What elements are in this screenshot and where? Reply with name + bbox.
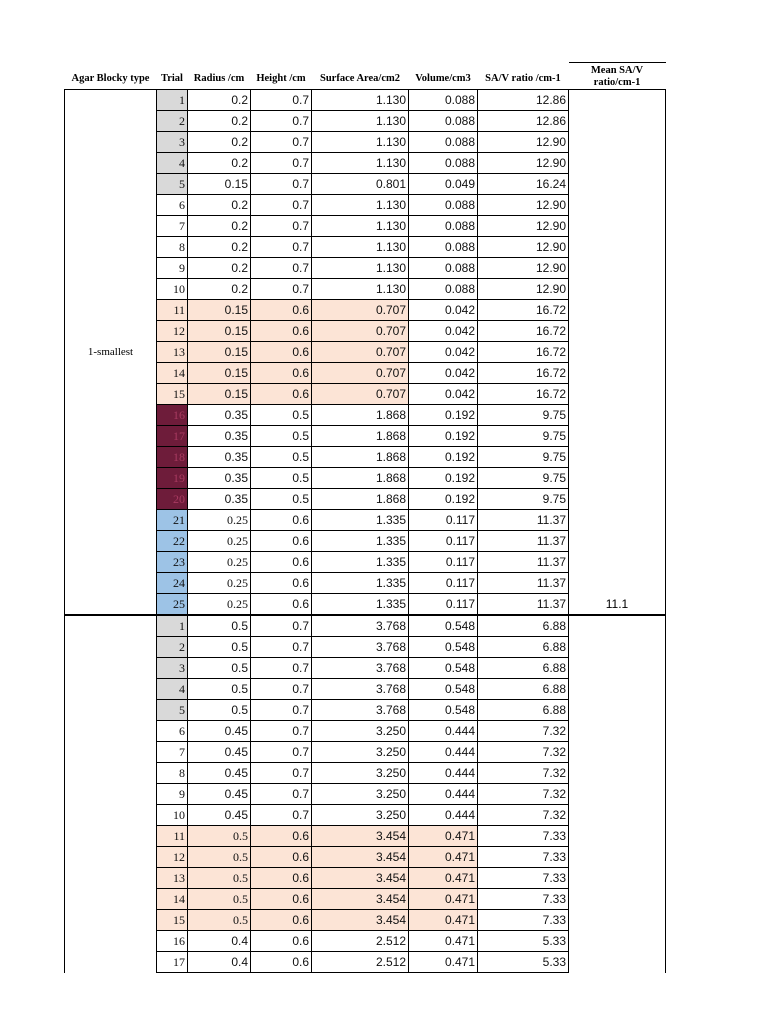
sa-v-ratio-cell: 11.37 — [478, 552, 569, 573]
height-cell: 0.7 — [251, 784, 312, 805]
volume-cell: 0.548 — [409, 679, 478, 700]
height-cell: 0.7 — [251, 742, 312, 763]
volume-cell: 0.444 — [409, 805, 478, 826]
trial-cell: 25 — [157, 594, 188, 616]
sa-v-ratio-cell: 12.90 — [478, 216, 569, 237]
sa-v-ratio-cell: 12.90 — [478, 279, 569, 300]
header-mean-line2: ratio/cm-1 — [593, 77, 641, 88]
header-ratio: SA/V ratio /cm-1 — [478, 63, 569, 90]
height-cell: 0.7 — [251, 679, 312, 700]
header-type: Agar Blocky type — [65, 63, 157, 90]
volume-cell: 0.088 — [409, 111, 478, 132]
height-cell: 0.6 — [251, 342, 312, 363]
volume-cell: 0.042 — [409, 300, 478, 321]
radius-cell: 0.25 — [188, 573, 251, 594]
sa-v-ratio-cell: 7.32 — [478, 721, 569, 742]
radius-cell: 0.2 — [188, 90, 251, 111]
surface-area-cell: 1.130 — [312, 90, 409, 111]
surface-area-cell: 1.130 — [312, 279, 409, 300]
volume-cell: 0.192 — [409, 447, 478, 468]
radius-cell: 0.15 — [188, 384, 251, 405]
surface-area-cell: 3.768 — [312, 679, 409, 700]
height-cell: 0.6 — [251, 552, 312, 573]
volume-cell: 0.471 — [409, 826, 478, 847]
radius-cell: 0.35 — [188, 426, 251, 447]
height-cell: 0.6 — [251, 363, 312, 384]
sa-v-ratio-cell: 11.37 — [478, 573, 569, 594]
height-cell: 0.6 — [251, 889, 312, 910]
volume-cell: 0.088 — [409, 90, 478, 111]
volume-cell: 0.548 — [409, 637, 478, 658]
trial-cell: 13 — [157, 868, 188, 889]
sa-v-ratio-cell: 11.37 — [478, 531, 569, 552]
surface-area-cell: 1.868 — [312, 489, 409, 510]
trial-cell: 12 — [157, 847, 188, 868]
trial-cell: 9 — [157, 784, 188, 805]
sa-v-ratio-cell: 7.33 — [478, 910, 569, 931]
volume-cell: 0.088 — [409, 132, 478, 153]
trial-cell: 3 — [157, 658, 188, 679]
trial-cell: 14 — [157, 889, 188, 910]
volume-cell: 0.548 — [409, 700, 478, 721]
radius-cell: 0.5 — [188, 868, 251, 889]
trial-cell: 8 — [157, 763, 188, 784]
surface-area-cell: 1.335 — [312, 510, 409, 531]
radius-cell: 0.4 — [188, 931, 251, 952]
volume-cell: 0.444 — [409, 721, 478, 742]
height-cell: 0.7 — [251, 174, 312, 195]
agar-block-table — [64, 62, 666, 973]
trial-cell: 3 — [157, 132, 188, 153]
sa-v-ratio-cell: 12.90 — [478, 195, 569, 216]
radius-cell: 0.15 — [188, 300, 251, 321]
mean-ratio-cell — [569, 615, 666, 973]
radius-cell: 0.35 — [188, 489, 251, 510]
sa-v-ratio-cell: 9.75 — [478, 426, 569, 447]
surface-area-cell: 1.130 — [312, 132, 409, 153]
volume-cell: 0.192 — [409, 405, 478, 426]
sa-v-ratio-cell: 12.86 — [478, 90, 569, 111]
height-cell: 0.5 — [251, 405, 312, 426]
sa-v-ratio-cell: 16.72 — [478, 384, 569, 405]
header-surface-area: Surface Area/cm2 — [312, 63, 409, 90]
volume-cell: 0.042 — [409, 384, 478, 405]
volume-cell: 0.088 — [409, 216, 478, 237]
trial-cell: 5 — [157, 174, 188, 195]
sa-v-ratio-cell: 7.33 — [478, 868, 569, 889]
trial-cell: 1 — [157, 90, 188, 111]
radius-cell: 0.45 — [188, 784, 251, 805]
sa-v-ratio-cell: 12.90 — [478, 258, 569, 279]
volume-cell: 0.117 — [409, 573, 478, 594]
volume-cell: 0.088 — [409, 237, 478, 258]
volume-cell: 0.444 — [409, 784, 478, 805]
sa-v-ratio-cell: 9.75 — [478, 447, 569, 468]
radius-cell: 0.5 — [188, 615, 251, 637]
surface-area-cell: 3.250 — [312, 763, 409, 784]
radius-cell: 0.2 — [188, 258, 251, 279]
trial-cell: 10 — [157, 805, 188, 826]
sa-v-ratio-cell: 16.72 — [478, 321, 569, 342]
surface-area-cell: 3.768 — [312, 658, 409, 679]
height-cell: 0.6 — [251, 952, 312, 973]
height-cell: 0.7 — [251, 216, 312, 237]
sa-v-ratio-cell: 12.86 — [478, 111, 569, 132]
radius-cell: 0.5 — [188, 700, 251, 721]
height-cell: 0.7 — [251, 153, 312, 174]
height-cell: 0.7 — [251, 805, 312, 826]
volume-cell: 0.117 — [409, 531, 478, 552]
height-cell: 0.6 — [251, 321, 312, 342]
trial-cell: 18 — [157, 447, 188, 468]
surface-area-cell: 2.512 — [312, 952, 409, 973]
trial-cell: 15 — [157, 910, 188, 931]
volume-cell: 0.192 — [409, 489, 478, 510]
radius-cell: 0.5 — [188, 637, 251, 658]
volume-cell: 0.471 — [409, 889, 478, 910]
volume-cell: 0.471 — [409, 847, 478, 868]
trial-cell: 17 — [157, 426, 188, 447]
table-row — [65, 90, 666, 111]
trial-cell: 2 — [157, 111, 188, 132]
surface-area-cell: 0.707 — [312, 342, 409, 363]
trial-cell: 24 — [157, 573, 188, 594]
height-cell: 0.6 — [251, 868, 312, 889]
height-cell: 0.5 — [251, 447, 312, 468]
trial-cell: 17 — [157, 952, 188, 973]
trial-cell: 15 — [157, 384, 188, 405]
height-cell: 0.7 — [251, 132, 312, 153]
surface-area-cell: 3.768 — [312, 700, 409, 721]
height-cell: 0.6 — [251, 594, 312, 616]
height-cell: 0.6 — [251, 931, 312, 952]
height-cell: 0.5 — [251, 426, 312, 447]
sa-v-ratio-cell: 7.33 — [478, 847, 569, 868]
radius-cell: 0.15 — [188, 363, 251, 384]
height-cell: 0.5 — [251, 468, 312, 489]
trial-cell: 2 — [157, 637, 188, 658]
trial-cell: 1 — [157, 615, 188, 637]
sa-v-ratio-cell: 16.72 — [478, 300, 569, 321]
volume-cell: 0.088 — [409, 153, 478, 174]
trial-cell: 16 — [157, 405, 188, 426]
sa-v-ratio-cell: 6.88 — [478, 615, 569, 637]
volume-cell: 0.471 — [409, 931, 478, 952]
radius-cell: 0.2 — [188, 279, 251, 300]
trial-cell: 11 — [157, 826, 188, 847]
sa-v-ratio-cell: 12.90 — [478, 132, 569, 153]
height-cell: 0.6 — [251, 826, 312, 847]
radius-cell: 0.2 — [188, 195, 251, 216]
trial-cell: 22 — [157, 531, 188, 552]
radius-cell: 0.2 — [188, 237, 251, 258]
surface-area-cell: 0.707 — [312, 363, 409, 384]
surface-area-cell: 1.335 — [312, 552, 409, 573]
sa-v-ratio-cell: 6.88 — [478, 637, 569, 658]
surface-area-cell: 0.707 — [312, 384, 409, 405]
volume-cell: 0.192 — [409, 426, 478, 447]
radius-cell: 0.5 — [188, 658, 251, 679]
surface-area-cell: 1.868 — [312, 468, 409, 489]
trial-cell: 4 — [157, 679, 188, 700]
surface-area-cell: 3.454 — [312, 868, 409, 889]
volume-cell: 0.042 — [409, 321, 478, 342]
volume-cell: 0.049 — [409, 174, 478, 195]
sa-v-ratio-cell: 7.33 — [478, 826, 569, 847]
volume-cell: 0.088 — [409, 258, 478, 279]
trial-cell: 21 — [157, 510, 188, 531]
height-cell: 0.7 — [251, 700, 312, 721]
surface-area-cell: 1.868 — [312, 405, 409, 426]
trial-cell: 11 — [157, 300, 188, 321]
header-row — [65, 63, 666, 90]
sa-v-ratio-cell: 6.88 — [478, 658, 569, 679]
trial-cell: 7 — [157, 216, 188, 237]
surface-area-cell: 1.130 — [312, 153, 409, 174]
sa-v-ratio-cell: 5.33 — [478, 952, 569, 973]
radius-cell: 0.35 — [188, 468, 251, 489]
radius-cell: 0.2 — [188, 216, 251, 237]
surface-area-cell: 3.250 — [312, 805, 409, 826]
sa-v-ratio-cell: 16.72 — [478, 342, 569, 363]
surface-area-cell: 1.130 — [312, 258, 409, 279]
radius-cell: 0.35 — [188, 405, 251, 426]
trial-cell: 5 — [157, 700, 188, 721]
surface-area-cell: 1.868 — [312, 447, 409, 468]
radius-cell: 0.4 — [188, 952, 251, 973]
radius-cell: 0.45 — [188, 805, 251, 826]
volume-cell: 0.548 — [409, 615, 478, 637]
trial-cell: 10 — [157, 279, 188, 300]
height-cell: 0.7 — [251, 658, 312, 679]
surface-area-cell: 3.454 — [312, 910, 409, 931]
height-cell: 0.6 — [251, 531, 312, 552]
sa-v-ratio-cell: 7.33 — [478, 889, 569, 910]
trial-cell: 20 — [157, 489, 188, 510]
radius-cell: 0.15 — [188, 342, 251, 363]
radius-cell: 0.5 — [188, 679, 251, 700]
height-cell: 0.7 — [251, 615, 312, 637]
sa-v-ratio-cell: 16.24 — [478, 174, 569, 195]
surface-area-cell: 3.250 — [312, 721, 409, 742]
radius-cell: 0.15 — [188, 174, 251, 195]
volume-cell: 0.471 — [409, 868, 478, 889]
surface-area-cell: 3.250 — [312, 784, 409, 805]
surface-area-cell: 1.868 — [312, 426, 409, 447]
radius-cell: 0.2 — [188, 153, 251, 174]
radius-cell: 0.2 — [188, 111, 251, 132]
volume-cell: 0.471 — [409, 910, 478, 931]
sa-v-ratio-cell: 7.32 — [478, 784, 569, 805]
trial-cell: 4 — [157, 153, 188, 174]
trial-cell: 12 — [157, 321, 188, 342]
height-cell: 0.7 — [251, 90, 312, 111]
radius-cell: 0.25 — [188, 594, 251, 616]
sa-v-ratio-cell: 9.75 — [478, 405, 569, 426]
volume-cell: 0.471 — [409, 952, 478, 973]
height-cell: 0.6 — [251, 910, 312, 931]
trial-cell: 7 — [157, 742, 188, 763]
volume-cell: 0.117 — [409, 594, 478, 616]
trial-cell: 14 — [157, 363, 188, 384]
sa-v-ratio-cell: 9.75 — [478, 489, 569, 510]
block-type-cell: 1-smallest — [65, 90, 157, 616]
surface-area-cell: 0.801 — [312, 174, 409, 195]
radius-cell: 0.25 — [188, 510, 251, 531]
height-cell: 0.7 — [251, 258, 312, 279]
radius-cell: 0.45 — [188, 763, 251, 784]
radius-cell: 0.25 — [188, 552, 251, 573]
mean-ratio-cell: 11.1 — [569, 90, 666, 616]
trial-cell: 9 — [157, 258, 188, 279]
radius-cell: 0.2 — [188, 132, 251, 153]
header-trial: Trial — [157, 63, 188, 90]
surface-area-cell: 0.707 — [312, 321, 409, 342]
table-row — [65, 615, 666, 637]
height-cell: 0.7 — [251, 195, 312, 216]
spreadsheet — [64, 62, 666, 973]
surface-area-cell: 1.130 — [312, 216, 409, 237]
header-radius: Radius /cm — [188, 63, 251, 90]
height-cell: 0.7 — [251, 279, 312, 300]
header-mean-line1: Mean SA/V — [590, 65, 644, 76]
volume-cell: 0.042 — [409, 342, 478, 363]
height-cell: 0.7 — [251, 763, 312, 784]
surface-area-cell: 3.454 — [312, 847, 409, 868]
sa-v-ratio-cell: 11.37 — [478, 594, 569, 616]
sa-v-ratio-cell: 5.33 — [478, 931, 569, 952]
sa-v-ratio-cell: 6.88 — [478, 679, 569, 700]
height-cell: 0.7 — [251, 721, 312, 742]
trial-cell: 19 — [157, 468, 188, 489]
height-cell: 0.7 — [251, 637, 312, 658]
height-cell: 0.6 — [251, 847, 312, 868]
radius-cell: 0.5 — [188, 910, 251, 931]
surface-area-cell: 1.130 — [312, 237, 409, 258]
surface-area-cell: 1.130 — [312, 111, 409, 132]
volume-cell: 0.088 — [409, 279, 478, 300]
radius-cell: 0.25 — [188, 531, 251, 552]
trial-cell: 8 — [157, 237, 188, 258]
radius-cell: 0.45 — [188, 742, 251, 763]
radius-cell: 0.5 — [188, 826, 251, 847]
trial-cell: 23 — [157, 552, 188, 573]
surface-area-cell: 1.335 — [312, 594, 409, 616]
sa-v-ratio-cell: 7.32 — [478, 742, 569, 763]
volume-cell: 0.444 — [409, 742, 478, 763]
sa-v-ratio-cell: 16.72 — [478, 363, 569, 384]
surface-area-cell: 3.768 — [312, 637, 409, 658]
header-height: Height /cm — [251, 63, 312, 90]
sa-v-ratio-cell: 6.88 — [478, 700, 569, 721]
volume-cell: 0.444 — [409, 763, 478, 784]
surface-area-cell: 1.335 — [312, 573, 409, 594]
sa-v-ratio-cell: 12.90 — [478, 153, 569, 174]
header-mean — [569, 63, 666, 90]
sa-v-ratio-cell: 9.75 — [478, 468, 569, 489]
volume-cell: 0.042 — [409, 363, 478, 384]
surface-area-cell: 3.250 — [312, 742, 409, 763]
volume-cell: 0.088 — [409, 195, 478, 216]
height-cell: 0.6 — [251, 573, 312, 594]
radius-cell: 0.45 — [188, 721, 251, 742]
height-cell: 0.7 — [251, 237, 312, 258]
block-type-cell — [65, 615, 157, 973]
header-volume: Volume/cm3 — [409, 63, 478, 90]
radius-cell: 0.5 — [188, 889, 251, 910]
surface-area-cell: 3.454 — [312, 826, 409, 847]
height-cell: 0.5 — [251, 489, 312, 510]
sa-v-ratio-cell: 11.37 — [478, 510, 569, 531]
height-cell: 0.7 — [251, 111, 312, 132]
trial-cell: 16 — [157, 931, 188, 952]
table-body — [65, 90, 666, 973]
height-cell: 0.6 — [251, 384, 312, 405]
sa-v-ratio-cell: 12.90 — [478, 237, 569, 258]
surface-area-cell: 2.512 — [312, 931, 409, 952]
volume-cell: 0.192 — [409, 468, 478, 489]
surface-area-cell: 3.768 — [312, 615, 409, 637]
volume-cell: 0.117 — [409, 552, 478, 573]
volume-cell: 0.548 — [409, 658, 478, 679]
surface-area-cell: 3.454 — [312, 889, 409, 910]
surface-area-cell: 1.130 — [312, 195, 409, 216]
radius-cell: 0.15 — [188, 321, 251, 342]
sa-v-ratio-cell: 7.32 — [478, 805, 569, 826]
height-cell: 0.6 — [251, 300, 312, 321]
trial-cell: 6 — [157, 195, 188, 216]
surface-area-cell: 1.335 — [312, 531, 409, 552]
trial-cell: 6 — [157, 721, 188, 742]
surface-area-cell: 0.707 — [312, 300, 409, 321]
radius-cell: 0.5 — [188, 847, 251, 868]
radius-cell: 0.35 — [188, 447, 251, 468]
trial-cell: 13 — [157, 342, 188, 363]
volume-cell: 0.117 — [409, 510, 478, 531]
height-cell: 0.6 — [251, 510, 312, 531]
sa-v-ratio-cell: 7.32 — [478, 763, 569, 784]
